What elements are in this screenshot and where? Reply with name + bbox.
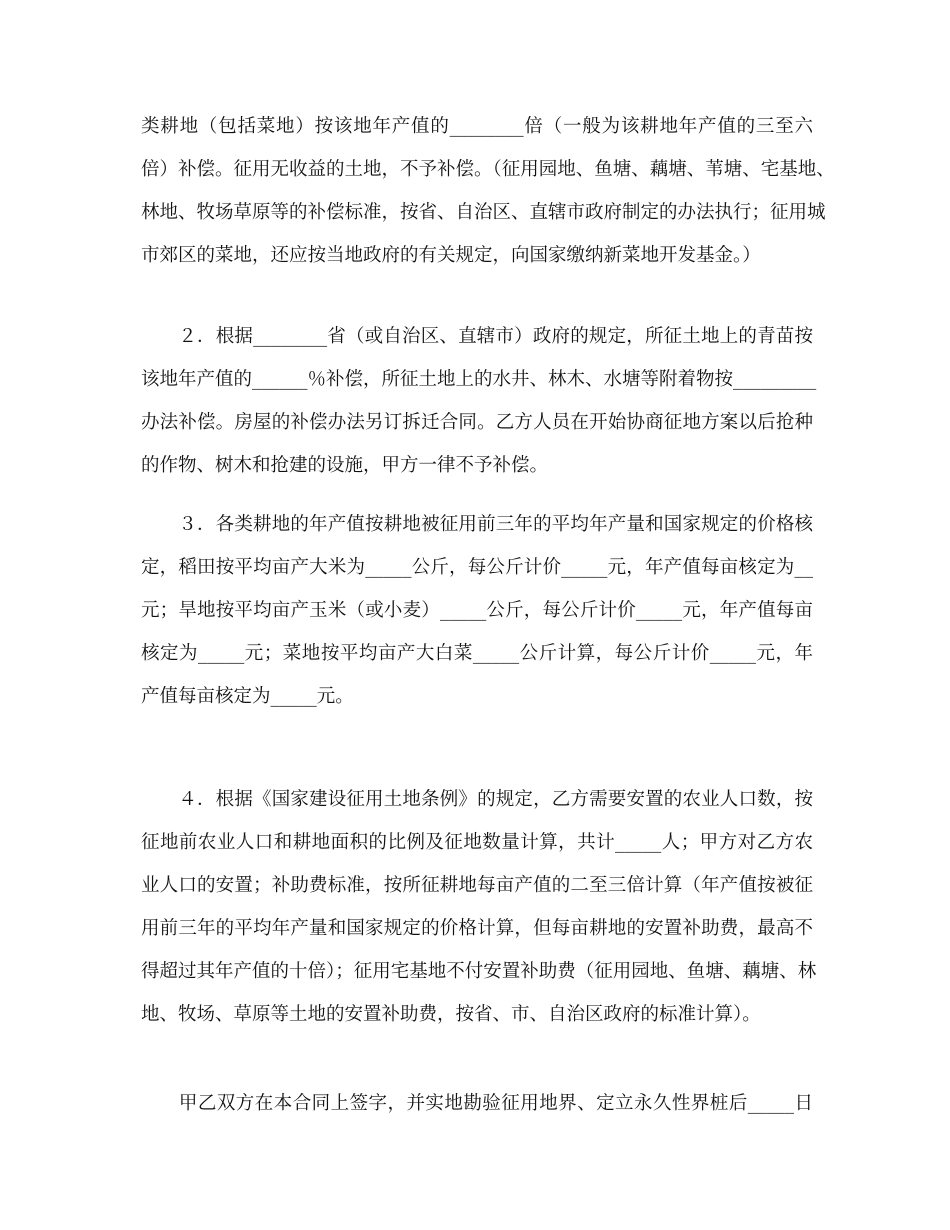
paragraph-clause-3: [141, 503, 813, 718]
text-line: 产值每亩核定为_____元。: [141, 686, 354, 707]
text-line: 市郊区的菜地，还应按当地政府的有关规定，向国家缴纳新菜地开发基金。）: [141, 245, 761, 266]
paragraph-clause-2: [141, 315, 817, 487]
text-line: 甲乙双方在本合同上签字，并实地勘验征用地界、定立永久性界桩后_____日: [141, 1093, 813, 1114]
text-line: ３．各类耕地的年产值按耕地被征用前三年的平均年产量和国家规定的价格核: [141, 514, 813, 535]
text-line: 办法补偿。房屋的补偿办法另订拆迁合同。乙方人员在开始协商征地方案以后抢种: [141, 412, 813, 433]
text-line: 的作物、树木和抢建的设施，甲方一律不予补偿。: [141, 455, 549, 476]
text-line: 林地、牧场草原等的补偿标准，按省、自治区、直辖市政府制定的办法执行；征用城: [141, 202, 826, 223]
paragraph-signing: [141, 1082, 813, 1125]
text-line: 类耕地（包括菜地）按该地年产值的________倍（一般为该耕地年产值的三至六: [141, 116, 813, 137]
text-line: 业人口的安置；补助费标准，按所征耕地每亩产值的二至三倍计算（年产值按被征: [141, 875, 813, 896]
text-line: 定，稻田按平均亩产大米为_____公斤，每公斤计价_____元，年产值每亩核定为__: [141, 557, 813, 578]
text-line: 核定为_____元；菜地按平均亩产大白菜_____公斤计算，每公斤计价_____元，年: [141, 643, 813, 664]
text-line: 用前三年的平均年产量和国家规定的价格计算，但每亩耕地的安置补助费，最高不: [141, 918, 813, 939]
text-line: ２．根据________省（或自治区、直辖市）政府的规定，所征土地上的青苗按: [141, 326, 813, 347]
text-line: 元；旱地按平均亩产玉米（或小麦）_____公斤，每公斤计价_____元，年产值每亩: [141, 600, 813, 621]
text-line: ４．根据《国家建设征用土地条例》的规定，乙方需要安置的农业人口数，按: [141, 789, 813, 810]
text-line: 地、牧场、草原等土地的安置补助费，按省、市、自治区政府的标准计算）。: [141, 1004, 761, 1025]
paragraph-cultivated-land-compensation: [141, 105, 835, 277]
paragraph-clause-4: [141, 778, 817, 1036]
text-line: 倍）补偿。征用无收益的土地，不予补偿。（征用园地、鱼塘、藕塘、苇塘、宅基地、: [141, 159, 835, 180]
text-line: 该地年产值的______％补偿，所征土地上的水井、林木、水塘等附着物按_________: [141, 369, 817, 390]
text-line: 得超过其年产值的十倍）；征用宅基地不付安置补助费（征用园地、鱼塘、藕塘、林: [141, 961, 817, 982]
text-line: 征地前农业人口和耕地面积的比例及征地数量计算，共计_____人；甲方对乙方农: [141, 832, 813, 853]
